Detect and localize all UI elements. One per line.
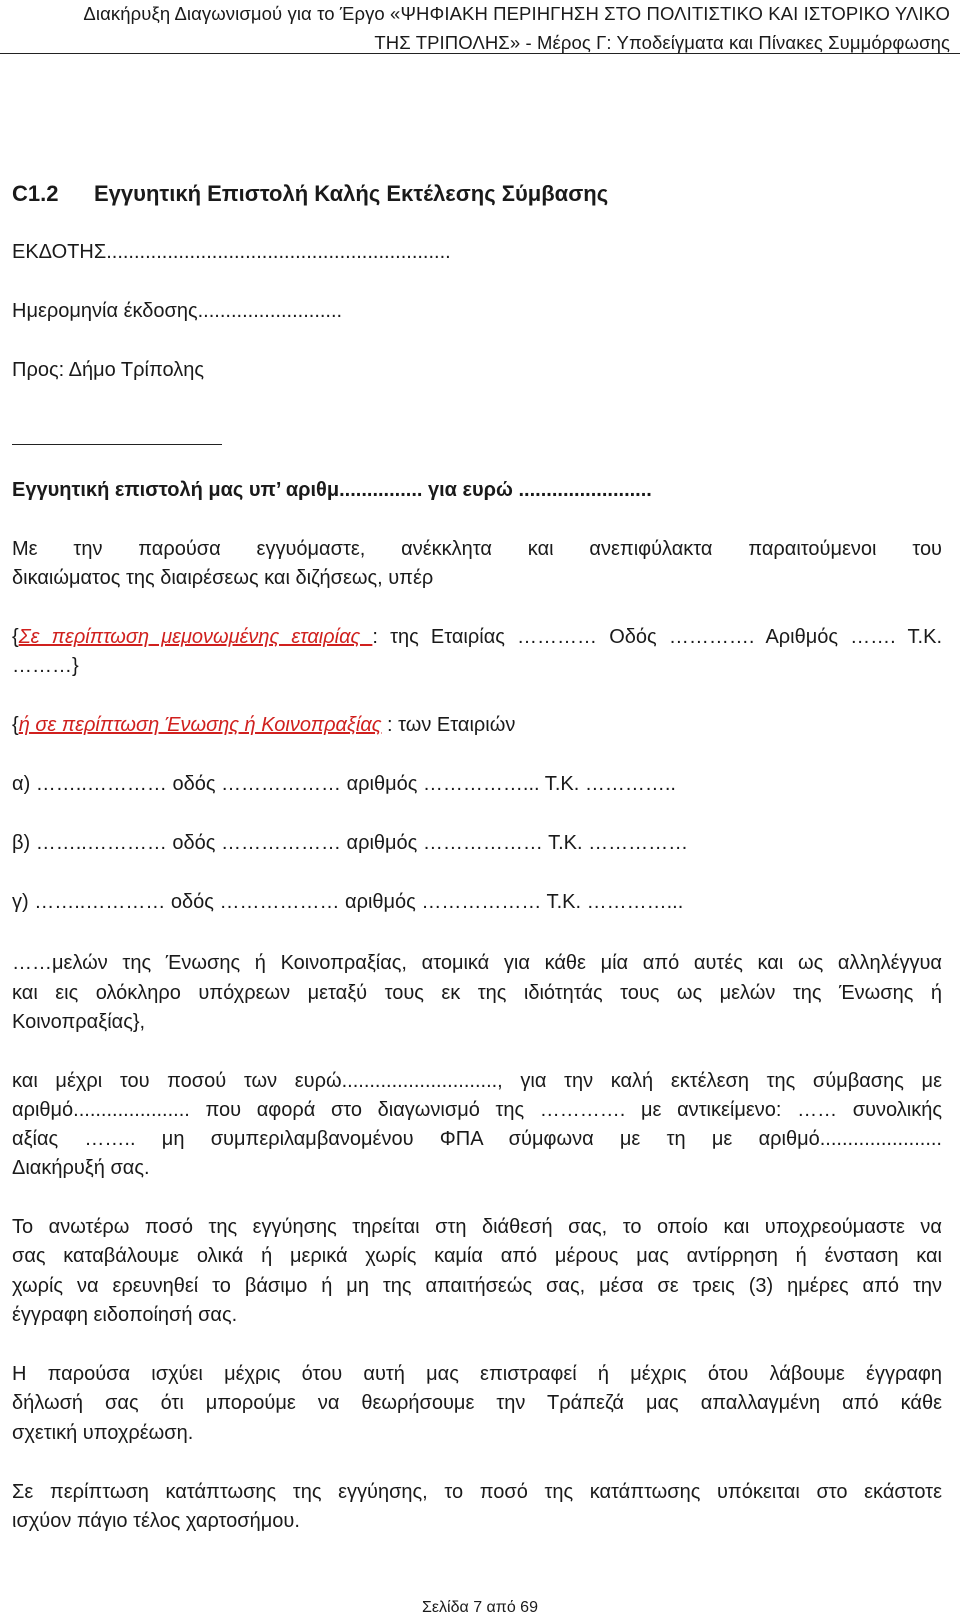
single-company-link[interactable]: Σε περίπτωση μεμονωμένης εταιρίας [18, 626, 373, 648]
validity-line-3: σχετική υποχρέωση. [12, 1422, 194, 1444]
validity-line-1: Η παρούσα ισχύει μέχρις ότου αυτή μας επιστραφεί ή μέχρις ότου λάβουμε έγγραφη [12, 1363, 942, 1385]
single-company-line-2: ………} [12, 655, 79, 677]
amount-line-3: αξίας …….. μη συμπεριλαμβανομένου ΦΠΑ σύμφωνα με τη με αριθμό...................... [12, 1128, 942, 1150]
member-line-c: γ) ……..………… οδός ……………… αριθμός ……………… Τ.Κ. …………... [12, 891, 684, 913]
amount-line-4: Διακήρυξή σας. [12, 1157, 150, 1179]
issuer-line: ΕΚΔΟΤΗΣ.............................................................. [12, 241, 451, 263]
availability-line-2: σας καταβάλουμε ολικά ή μερικά χωρίς καμία από μέρους μας αντίρρηση ή ένσταση και [12, 1245, 942, 1267]
single-company-line-1 [12, 622, 942, 653]
section-title [12, 180, 608, 208]
forfeiture-line-2: ισχύον πάγιο τέλος χαρτοσήμου. [12, 1510, 300, 1532]
member-line-b: β) ……..………… οδός ……………… αριθμός ……………… Τ.Κ. …………… [12, 832, 689, 854]
member-line-a: α) ……..………… οδός ……………… αριθμός ……………... Τ.Κ. ………….. [12, 773, 676, 795]
union-link[interactable]: ή σε περίπτωση Ένωσης ή Κοινοπραξίας [18, 714, 382, 736]
single-company-open-brace: { [12, 626, 19, 648]
section-title-text: Εγγυητική Επιστολή Καλής Εκτέλεσης Σύμβασης [94, 181, 609, 206]
amount-line-2: αριθμό..................... που αφορά στο διαγωνισμό της …………. με αντικείμενο: …… συνολικής [12, 1099, 942, 1121]
union-line [12, 710, 515, 740]
separator-rule [12, 444, 222, 445]
members-text-line-3: Κοινοπραξίας}, [12, 1011, 146, 1033]
header-line-2: ΤΗΣ ΤΡΙΠΟΛΗΣ» - Μέρος Γ: Υποδείγματα και Πίνακες Συμμόρφωσης [374, 31, 950, 53]
header-divider [0, 53, 960, 54]
availability-line-3: χωρίς να ερευνηθεί το βάσιμο ή μη της απαιτήσεώς σας, μέσα σε τρεις (3) ημέρες από την [12, 1275, 942, 1297]
validity-line-2: δήλωσή σας ότι μπορούμε να θεωρήσουμε την Τράπεζά μας απαλλαγμένη από κάθε [12, 1392, 942, 1414]
amount-line-1: και μέχρι του ποσού των ευρώ............................, για την καλή εκτέλεση της σύμβασης με [12, 1070, 942, 1092]
page-header [40, 0, 950, 57]
members-text-line-1: ……μελών της Ένωσης ή Κοινοπραξίας, ατομικά για κάθε μία από αυτές και ως αλληλέγγυα [12, 952, 942, 974]
members-text-line-2: και εις ολόκληρο υπόχρεων μεταξύ τους εκ της ιδιότητάς τους ως μελών της Ένωσης ή [12, 982, 942, 1004]
union-rest: : των Εταιριών [381, 714, 516, 736]
intro-line-2: δικαιώματος της διαιρέσεως και διζήσεως, υπέρ [12, 567, 434, 589]
availability-line-1: Το ανωτέρω ποσό της εγγύησης τηρείται στη διάθεσή σας, το οποίο και υποχρεούμαστε να [12, 1216, 942, 1238]
header-line-1: Διακήρυξη Διαγωνισμού για το Έργο «ΨΗΦΙΑΚΗ ΠΕΡΙΗΓΗΣΗ ΣΤΟ ΠΟΛΙΤΙΣΤΙΚΟ ΚΑΙ ΙΣΤΟΡΙΚΟ ΥΛΙΚΟ [83, 3, 950, 24]
issue-date-line: Ημερομηνία έκδοσης.......................... [12, 300, 343, 322]
intro-line-1: Με την παρούσα εγγυόμαστε, ανέκκλητα και ανεπιφύλακτα παραιτούμενοι του [12, 538, 942, 560]
forfeiture-line-1: Σε περίπτωση κατάπτωσης της εγγύησης, το ποσό της κατάπτωσης υπόκειται στο εκάστοτε [12, 1481, 942, 1503]
section-number: C1.2 [12, 181, 59, 206]
union-open-brace: { [12, 714, 19, 736]
single-company-rest: : της Εταιρίας ………… Οδός …………. Αριθμός ……. Τ.Κ. [372, 626, 942, 648]
recipient-line: Προς: Δήμο Τρίπολης [12, 359, 204, 381]
letter-reference: Εγγυητική επιστολή μας υπ’ αριθμ............... για ευρώ ........................ [12, 479, 652, 501]
availability-line-4: έγγραφη ειδοποίησή σας. [12, 1304, 238, 1326]
page-number-footer: Σελίδα 7 από 69 [422, 1599, 538, 1616]
